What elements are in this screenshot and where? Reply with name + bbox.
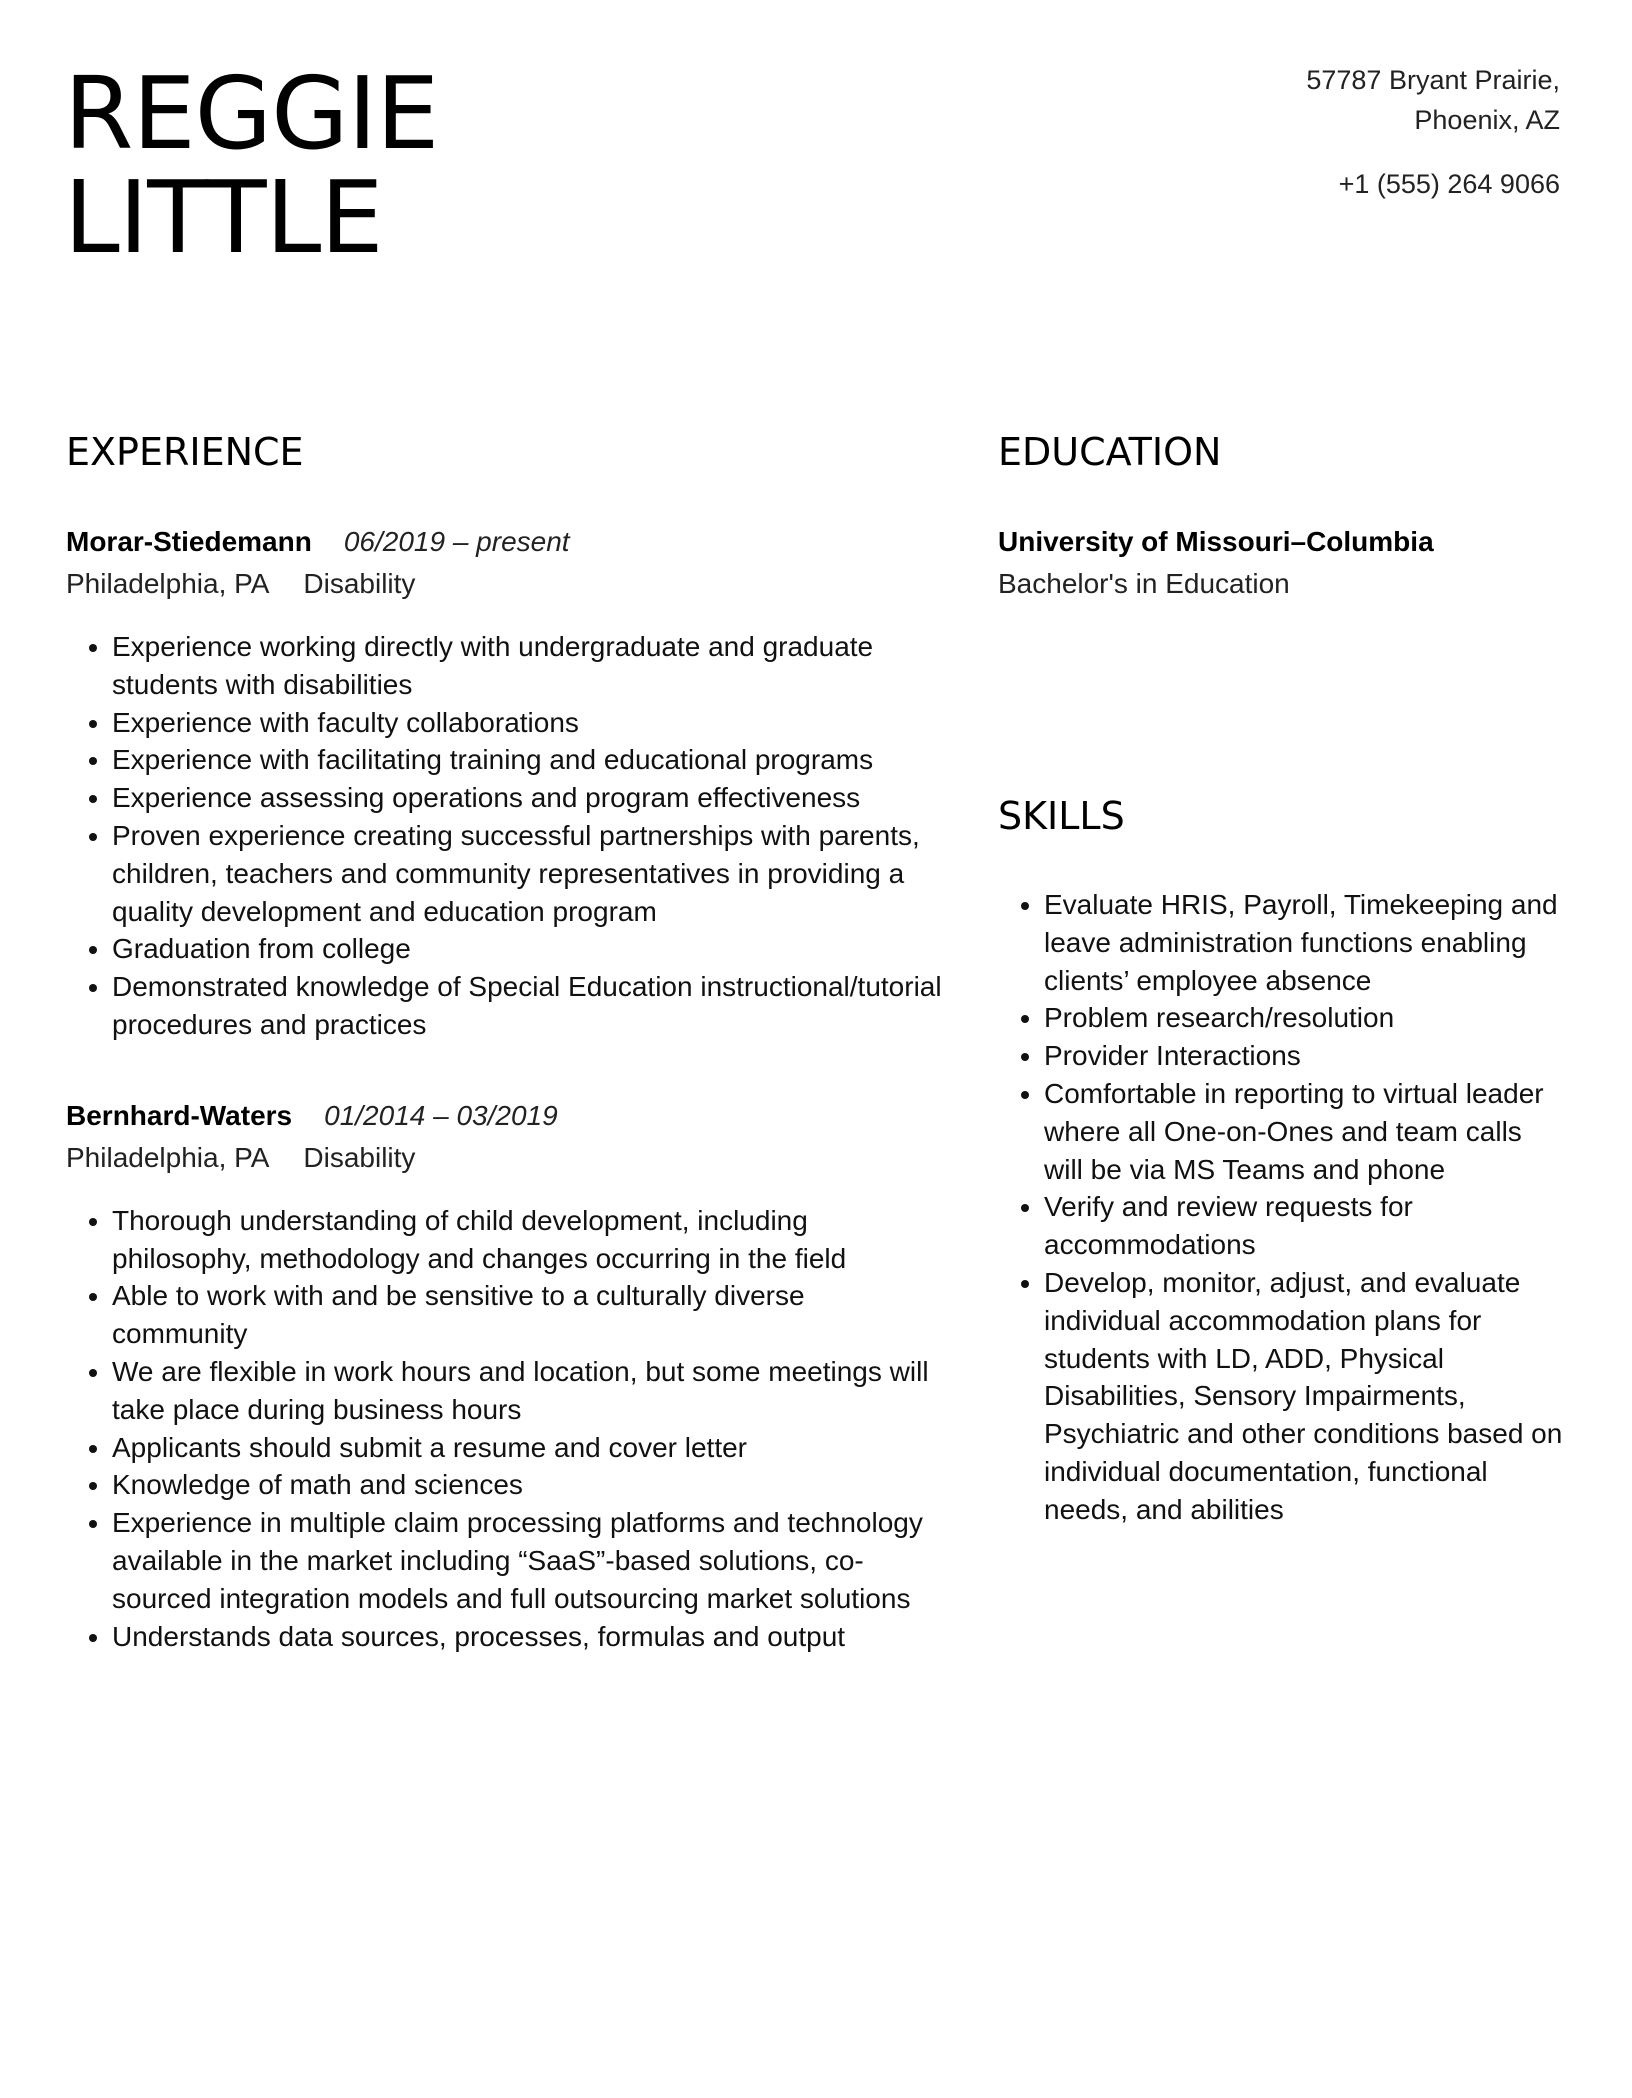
skills-heading: SKILLS (998, 794, 1125, 838)
list-item: • Able to work with and be sensitive to a culturally diverse community (112, 1277, 946, 1353)
list-item: • Provider Interactions (1044, 1037, 1568, 1075)
name-last: LITTLE (64, 159, 383, 276)
list-item: • Understands data sources, processes, formulas and output (112, 1618, 946, 1656)
list-item: • Thorough understanding of child development, including philosophy, methodology and changes occurring in the field (112, 1202, 946, 1278)
job-entry-1 (66, 522, 946, 1044)
school-name: University of Missouri–Columbia (998, 526, 1434, 557)
education-heading: EDUCATION (998, 430, 1222, 474)
list-item: • Comfortable in reporting to virtual leader where all One-on-Ones and team calls will be via MS Teams and phone (1044, 1075, 1568, 1188)
job-bullets (66, 1202, 946, 1656)
list-item: • Experience assessing operations and program effectiveness (112, 779, 946, 817)
list-item: • Knowledge of math and sciences (112, 1466, 946, 1504)
address-line-2: Phoenix, AZ (1414, 105, 1560, 135)
list-item: • Verify and review requests for accommodations (1044, 1188, 1568, 1264)
job-dates: 06/2019 – present (343, 526, 570, 557)
experience-heading: EXPERIENCE (66, 430, 304, 474)
list-item: • Problem research/resolution (1044, 999, 1568, 1037)
company-name: Bernhard-Waters (66, 1099, 293, 1131)
list-item: • Experience in multiple claim processing platforms and technology available in the market including “SaaS”-based solutions, co-sourced integration models and full outsourcing market solutions (112, 1504, 946, 1617)
address (1306, 60, 1560, 140)
job-role: Disability (303, 1141, 416, 1173)
list-item: • Experience with facilitating training and educational programs (112, 741, 946, 779)
job-entry-2 (66, 1096, 946, 1656)
job-dates: 01/2014 – 03/2019 (324, 1099, 558, 1131)
list-item: • Demonstrated knowledge of Special Education instructional/tutorial procedures and practices (112, 968, 946, 1044)
job-meta (66, 1136, 946, 1180)
address-line-1: 57787 Bryant Prairie, (1306, 65, 1560, 95)
phone-number: +1 (555) 264 9066 (1338, 169, 1560, 199)
list-item: • Graduation from college (112, 930, 946, 968)
candidate-name (64, 55, 439, 276)
skills-list (998, 886, 1568, 1529)
list-item: • Experience working directly with undergraduate and graduate students with disabilities (112, 628, 946, 704)
degree: Bachelor's in Education (998, 568, 1290, 599)
job-location: Philadelphia, PA (66, 1141, 270, 1173)
job-location: Philadelphia, PA (66, 568, 270, 599)
list-item: • Develop, monitor, adjust, and evaluate individual accommodation plans for students with LD, ADD, Physical Disabilities, Sensory Impairments, Psychiatric and other conditions based on individual documentation, functional needs, and abilities (1044, 1264, 1568, 1529)
job-header (66, 522, 946, 562)
sidebar-column (998, 426, 1568, 1529)
list-item: • Evaluate HRIS, Payroll, Timekeeping and leave administration functions enabling clients’ employee absence (1044, 886, 1568, 999)
job-meta (66, 562, 946, 606)
job-header (66, 1096, 946, 1136)
list-item: • We are flexible in work hours and location, but some meetings will take place during business hours (112, 1353, 946, 1429)
list-item: • Experience with faculty collaborations (112, 704, 946, 742)
name-first: REGGIE (64, 55, 439, 172)
list-item: • Proven experience creating successful partnerships with parents, children, teachers and community representatives in providing a quality development and education program (112, 817, 946, 930)
list-item: • Applicants should submit a resume and cover letter (112, 1429, 946, 1467)
job-role: Disability (303, 568, 416, 599)
contact-block (1306, 60, 1560, 204)
company-name: Morar-Stiedemann (66, 526, 312, 557)
job-bullets (66, 628, 946, 1044)
education-entry (998, 522, 1568, 606)
experience-section (66, 426, 946, 1655)
